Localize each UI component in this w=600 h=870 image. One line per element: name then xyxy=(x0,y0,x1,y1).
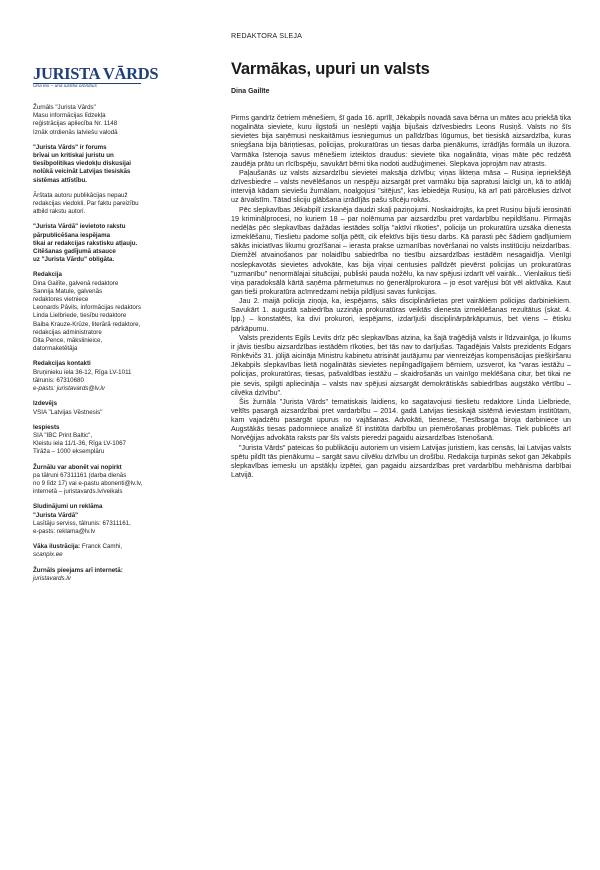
registration-line: Masu informācijas līdzekļa xyxy=(33,112,106,120)
copyright-notice xyxy=(33,223,193,264)
subscription-line: internetā – juristavards.lv/veikals xyxy=(33,488,123,496)
website-link[interactable]: juristavards.lv xyxy=(33,574,71,582)
contact-line: Bruņinieku iela 36-12, Rīga LV-1011 xyxy=(33,368,132,376)
opinion-disclaimer xyxy=(33,192,193,217)
ads-info xyxy=(33,503,193,536)
article-paragraph: Jau 2. maijā policija ziņoja, ka, iespējams, sāks disciplinārlietas pret vairākiem policijas darbiniekiem. Savukārt 1. augustā sabiedrība uzzināja prokuratūras veiktās dienesta izmeklēšanas rezultātus (skat. 4. lpp.) – konstatēts, ka divi prokurori, iespējams, izdarījuši disciplinārpārkāpumus, bet viens – ētisku pārkāpumu. xyxy=(231,297,571,333)
journal-logo xyxy=(33,66,193,90)
disclaimer-line: atbild rakstu autori. xyxy=(33,208,86,216)
logo-tagline: Una lex – una iustitia omnibus xyxy=(33,84,97,89)
ads-line: e-pasts: reklama@lv.lv xyxy=(33,527,96,535)
cover-artist: Franck Camhi, xyxy=(81,543,123,551)
copyright-line: "Jurista Vārdā" ievietoto rakstu xyxy=(33,223,126,231)
forum-line: nolūkā veicināt Latvijas tiesiskās xyxy=(33,168,131,176)
article-paragraph: Valsts prezidents Egils Levits drīz pēc slepkavības atzina, ka šajā traģēdijā valsts ir līdzvainīga, jo likums ir jāvis tiesību aizsardzības iestādēm rīkoties, bet tās nav to darījušas. Tagadējais Valsts prezidents Edgars Rinkēvičs 31. jūlijā aicināja Ministru kabinetu atrisināt jautājumu par vienreizējas kompensācijas piešķiršanu Jēkabpils slepkavības lietā nogalinātās sievietes nepilngadīgajiem bērniem, uzsverot, ka "varas iestāžu – policijas, prokuratūras, tiesas, pašvaldības iestāžu – skaidrošanās un vainīgo meklēšana citur, bet tikai ne pie sevis, spilgti apliecināja – valsts nav spējusi aizsargāt demokrātiskās sabiedrības augstāko vērtību – cilvēka dzīvību". xyxy=(231,333,571,397)
registration-line: Žurnāls "Jurista Vārds" xyxy=(33,104,96,111)
editorial-heading: Redakcija xyxy=(33,271,62,279)
article-paragraph: "Jurista Vārds" pateicas šo publikāciju autoriem un visiem Latvijas juristiem, kas censās, lai Latvijas valsts spētu pildīt tās pienākumu – sargāt savu cilvēku dzīvību un drošību. Redakcija turpinās sekot gan Jēkabpils slepkavības iemeslu un apstākļu izpētei, gan pagaidu aizsardzības pret vardarbību mehānisma darbībai Latvijā. xyxy=(231,443,571,480)
copyright-line: uz "Jurista Vārdu" obligāta. xyxy=(33,256,115,264)
printing-line: Tirāža – 1000 eksemplāru xyxy=(33,448,105,456)
copyright-line: pārpublicēšana iespējama xyxy=(33,231,111,239)
cover-credit xyxy=(33,543,193,559)
article-author: Dina Gailīte xyxy=(231,88,270,95)
publisher-info xyxy=(33,400,193,416)
disclaimer-line: Ārštata autoru publikācijas nepauž xyxy=(33,191,128,199)
printing-line: Kleistu iela 11/1-36, Rīga LV-1067 xyxy=(33,440,126,448)
internet-heading: Žurnāls pieejams arī internetā: xyxy=(33,566,123,574)
staff-line: Sannija Matule, galvenās xyxy=(33,287,103,295)
printing-line: SIA "IBC Print Baltic", xyxy=(33,431,93,439)
ads-heading: Sludinājumi un reklāma xyxy=(33,503,103,511)
contact-email-link[interactable]: e-pasts: juristavards@lv.lv xyxy=(33,385,105,393)
article-paragraph: Pēc slepkavības Jēkabpilī izskanēja daudzi skaļi paziņojumi. Noskaidrojās, ka pret Rusiņu bijuši ierosināti 19 kriminālprocesi, no kuriem 18 – par nolēmuma par aizsardzību pret vardarbību nepildīšanu. Pirmajās nedēļās pēc slepkavības dažādas iestādes solīja "aktīvi rīkoties", policija un prokuratūra uzsāka dienesta izmeklēšanu, Tieslietu padome solīja pētīt, cik efektīvs bijis tiesu darbs. Kā parasti pēc šādiem gadījumiem sākās iniciatīvas likumu grozīšanai – ierasta prakse uzmanības novēršanai no valsts institūciju neizdarības. Diemžēl atvainošanos par nolaidību sabiedrība no tiesību aizsardzības iestādēm nesagaidīja. Vienīgi noslepkavotās sievietes advokāte, kas bija viņai centusies palīdzēt pievērst policijas un prokuratūras "uzmanību" nenormālajai situācijai, publiski pauda nožēlu, ka nav spējusi izdarīt vēl vairāk... Vienlaikus tieši viņa paradoksālā kārtā saņēma pārmetumus no ģenerālprokurora – jo esot varējusi būt vēl aktīvāka. Kaut gan tieši prokuratūra acīmredzami nebija pildījusi savas funkcijas. xyxy=(231,205,571,296)
registration-line: Iznāk otrdienās latviešu valodā xyxy=(33,128,118,136)
copyright-line: tikai ar redakcijas rakstisku atļauju. xyxy=(33,239,138,247)
staff-line: Linda Lielbriede, tiesību redaktore xyxy=(33,312,127,320)
publisher-line: VSIA "Latvijas Vēstnesis" xyxy=(33,408,103,416)
staff-line: redaktores vietniece xyxy=(33,296,89,304)
forum-statement xyxy=(33,144,193,185)
copyright-line: Citēšanas gadījumā atsauce xyxy=(33,248,116,256)
subscription-heading: Žurnālu var abonēt vai nopirkt xyxy=(33,463,122,471)
ads-line: Lasītāju serviss, tālrunis: 67311161, xyxy=(33,519,131,527)
cover-label: Vāka ilustrācija: xyxy=(33,543,81,551)
forum-line: "Jurista Vārds" ir forums xyxy=(33,143,107,151)
staff-line: Dina Gailīte, galvenā redaktore xyxy=(33,279,119,287)
cover-source: scanpix.ee xyxy=(33,551,63,559)
forum-line: tiesībpolitikas viedokļu diskusijai xyxy=(33,160,131,168)
editorial-contacts xyxy=(33,360,193,393)
staff-line: redakcijas administratore xyxy=(33,328,102,336)
printing-info xyxy=(33,424,193,457)
staff-line: Dita Pence, mākslinieice, xyxy=(33,337,103,345)
staff-line: Leonards Pāvils, informācijas redaktors xyxy=(33,304,141,312)
forum-line: brīvai un kritiskai juristu un xyxy=(33,152,114,160)
registration-line: reģistrācijas apliecība Nr. 1148 xyxy=(33,120,118,128)
article-title: Varmākas, upuri un valsts xyxy=(231,60,430,78)
article-paragraph: Šis žurnāla "Jurista Vārds" tematiskais laidiens, ko sagatavojusi tieslietu redaktore Linda Lielbriede, veltīts pasargā aizsardzībai pret vardarbību – 2014. gadā Latvijas tiesiskajā sistēmā ieviestam institūtam, kam vajadzētu pasargāt upurus no vajāšanas. Advokāti, tiesnese, Tiesībsarga biroja darbiniece un Augstākās tiesas padomniece analizē šī institūta darbību un piemērošanas problēmas. Tiek publicēts arī Norvēģijas advokāta raksts par šīs valsts pieredzi pagaidu aizsardzības īstenošanā. xyxy=(231,397,571,443)
article-paragraph: Pirms gandrīz četriem mēnešiem, šī gada 16. aprīlī, Jēkabpils novadā sava bērna un mātes acu priekšā tika nogalināta sieviete, kuru ilgstoši un neslēpti vajāja bijušais dzīvesbiedrs Leons Rusiņš. Valsts no šīs sievietes bija saņēmusi neskaitāmus iesniegumus un palīdzības lūgumus, bet tiesiskā aizsardzība, kuras sniegšana bija bāriņtiesas, policijas, prokuratūras un tiesas darba pienākums, izrādījās formāla un iluzora. Varmāka īstenoja savus mēnešiem izteiktos draudus: sieviete tika nogalināta, viņas māte pēc redzētā zaudēja prātu un rīcībspēju, savukārt bērni tika nodoti audžuģimenei. Slepkava joprojām nav atrasts. xyxy=(231,114,571,168)
subscription-line: pa tālruni 67311161 (darba dienās xyxy=(33,471,127,479)
article-body xyxy=(231,114,571,480)
subscription-line: no 9 līdz 17) vai e-pastu abonenti@lv.lv, xyxy=(33,479,143,487)
forum-line: sistēmas attīstību. xyxy=(33,176,87,184)
subscription-info xyxy=(33,464,193,497)
ads-heading-journal: "Jurista Vārdā" xyxy=(33,511,79,519)
internet-info xyxy=(33,567,193,583)
masthead-sidebar xyxy=(33,66,193,583)
article-paragraph: Paļaušanās uz valsts aizsardzību sievietei maksāja dzīvību; viņas likteņa māsa – Rusiņa iepriekšējā dzīvesbiedre – valsts nevēlēšanos un nespēju aizsargāt pret varmāku bija sapratusi laicīgi un, kā to atklāj intervijā kādam sieviešu žurnālam, noalgojusi "sitējus", kas iebiedēja Rusiņu, kā arī pati pārcēlusies dzīvot uz ārvalstīm. Tātad sliciju glābšana izrādījās pašu slīcēju rokās. xyxy=(231,168,571,205)
article-header xyxy=(231,59,571,95)
disclaimer-line: redakcijas viedokli. Par faktu pareizību xyxy=(33,200,139,208)
staff-line: datormaketētāja xyxy=(33,345,78,353)
staff-line: Baiba Krauze-Krūze, literārā redaktore, xyxy=(33,320,141,328)
printing-heading: Iespiests xyxy=(33,423,60,431)
editorial-staff xyxy=(33,271,193,353)
registration-info xyxy=(33,104,193,137)
section-label: REDAKTORA SLEJA xyxy=(231,31,303,40)
logo-name: JURISTA VĀRDS xyxy=(33,64,159,83)
publisher-heading: Izdevējs xyxy=(33,400,58,408)
contact-line: tālrunis: 67310680 xyxy=(33,376,84,384)
contacts-heading: Redakcijas kontakti xyxy=(33,360,91,368)
